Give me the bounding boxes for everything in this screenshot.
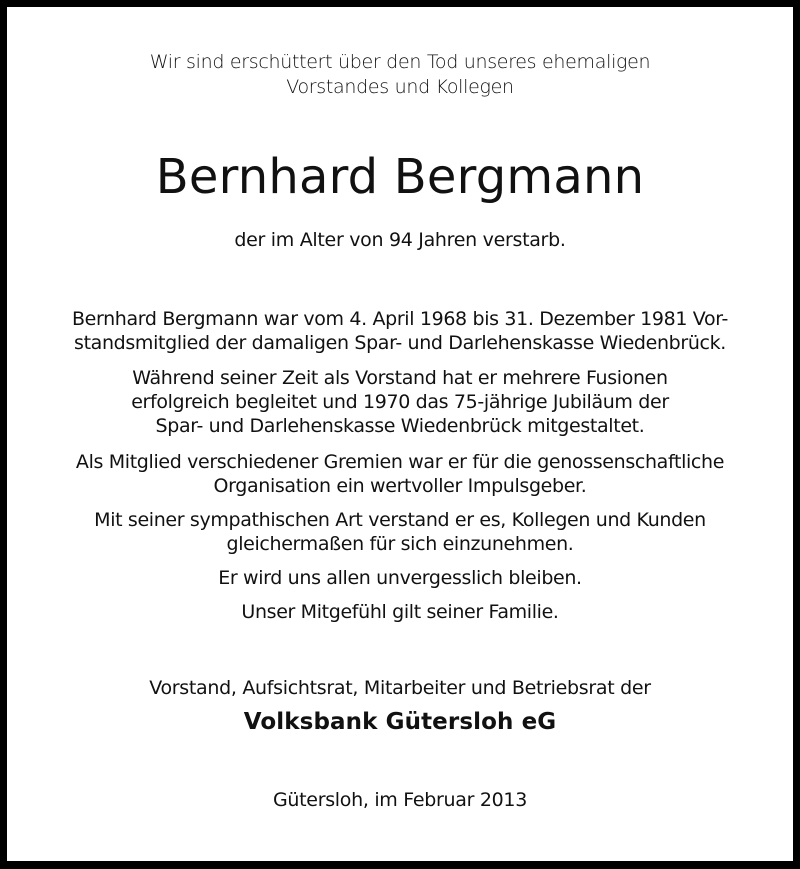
paragraph-condolence [7, 600, 793, 624]
paragraph-line: gleichermaßen für sich einzunehmen. [226, 533, 574, 555]
paragraph-line: Während seiner Zeit als Vorstand hat er mehrere Fusionen [132, 367, 668, 389]
paragraph-line: Organisation ein wertvoller Impulsgeber. [213, 475, 587, 497]
paragraph-line: Bernhard Bergmann war vom 4. April 1968 bis 31. Dezember 1981 Vor- [71, 308, 729, 330]
age-line: der im Alter von 94 Jahren verstarb. [234, 229, 566, 251]
signature-line: Vorstand, Aufsichtsrat, Mitarbeiter und Betriebsrat der [149, 677, 651, 699]
paragraph-remembrance [7, 566, 793, 590]
paragraph-line: Als Mitglied verschiedener Gremien war er für die genossenschaftliche [75, 451, 725, 473]
paragraph-line: Er wird uns allen unvergesslich bleiben. [218, 567, 582, 589]
paragraph-line: Spar- und Darlehenskasse Wiedenbrück mitgestaltet. [155, 415, 645, 437]
deceased-name: Bernhard Bergmann [155, 149, 645, 205]
organization-name: Volksbank Gütersloh eG [243, 709, 557, 735]
paragraph-character [7, 508, 793, 556]
paragraph-line: standsmitglied der damaligen Spar- und Darlehenskasse Wiedenbrück. [74, 332, 726, 354]
paragraph-line: Unser Mitgefühl gilt seiner Familie. [241, 601, 559, 623]
paragraph-achievements [7, 366, 793, 438]
obituary-notice [7, 7, 793, 861]
paragraph-line: erfolgreich begleitet und 1970 das 75-jährige Jubiläum der [131, 391, 669, 413]
paragraph-tenure [7, 307, 793, 355]
intro-text [7, 50, 793, 100]
intro-line-1: Wir sind erschüttert über den Tod unseres ehemaligen [149, 51, 651, 73]
intro-line-2: Vorstandes und Kollegen [286, 76, 514, 98]
paragraph-line: Mit seiner sympathischen Art verstand er es, Kollegen und Kunden [94, 509, 706, 531]
paragraph-committees [7, 450, 793, 498]
place-date: Gütersloh, im Februar 2013 [272, 789, 527, 811]
